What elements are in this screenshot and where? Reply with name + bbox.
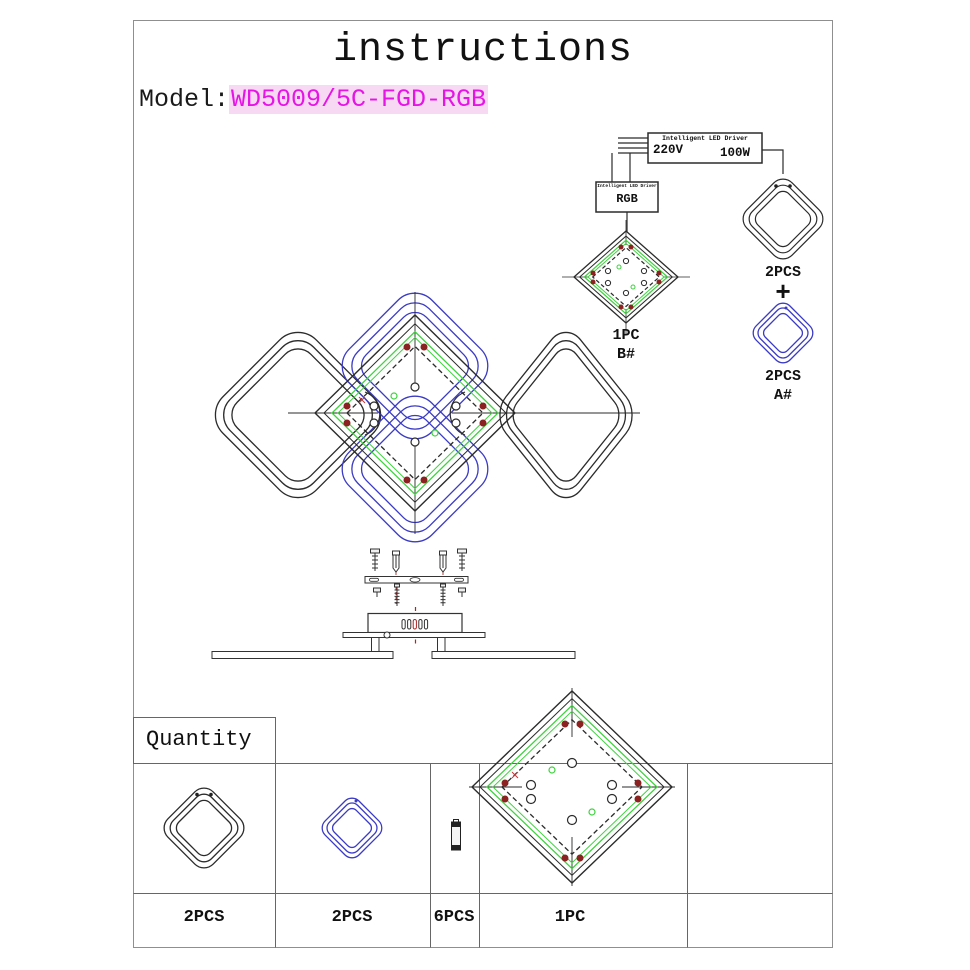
qty-black-rings: 2PCS [183,908,225,927]
driver-voltage: 220V [653,143,684,157]
blue-ring-code-label: A# [773,387,793,404]
model-label: Model: [139,85,230,114]
ring-wire [762,150,783,174]
wiring-diagram [596,133,783,232]
driver-housing [368,614,462,633]
fixture-side-view [212,607,575,659]
long-screw-icon [395,584,446,606]
rgb-wires [612,153,630,182]
screw-icon [371,549,467,571]
small-screw-icon [374,588,466,597]
mount-holes [605,258,646,295]
led-dots-red [502,721,642,862]
qty-blue-rings: 2PCS [331,908,373,927]
qty-panel: 1PC [554,908,586,927]
mounting-hardware [365,549,468,606]
rgb-box-label: RGB [616,192,638,206]
rgb-box-title: Intelligent LED Driver [597,184,657,189]
center-panel [288,292,640,534]
mounting-bar [365,577,468,584]
connector-pin-icon [451,820,461,851]
driver-box-title: Intelligent LED Driver [662,135,748,142]
supply-wires [618,138,648,153]
blue-ring-icon [318,794,386,862]
anchor-icon [393,551,447,572]
mount-holes [527,759,617,825]
qty-connectors: 6PCS [433,908,475,927]
panel-code-label: B# [616,346,636,363]
model-line [139,85,488,114]
panel-icon [469,688,675,886]
driver-power: 100W [720,146,751,160]
wiring-panel-diamond [562,220,690,334]
page-title: instructions [332,28,634,73]
black-ring-qty-label: 2PCS [764,264,802,281]
plus-sign: + [775,278,791,308]
right-arm [432,652,575,659]
model-value: WD5009/5C-FGD-RGB [231,85,487,114]
mount-holes [370,383,460,446]
blue-ring-qty-label: 2PCS [764,368,802,385]
base-plate [343,633,485,638]
left-black-ring [205,322,392,509]
black-ring-icon [159,783,250,874]
left-arm [212,652,393,659]
assembly-diagram [205,283,641,551]
wiring-black-ring [738,174,829,265]
quantity-table-header: Quantity [146,727,252,752]
panel-qty-label: 1PC [612,327,640,344]
quantity-table-grid [134,718,833,948]
led-dots-red [591,245,662,310]
wiring-blue-ring [749,299,817,367]
